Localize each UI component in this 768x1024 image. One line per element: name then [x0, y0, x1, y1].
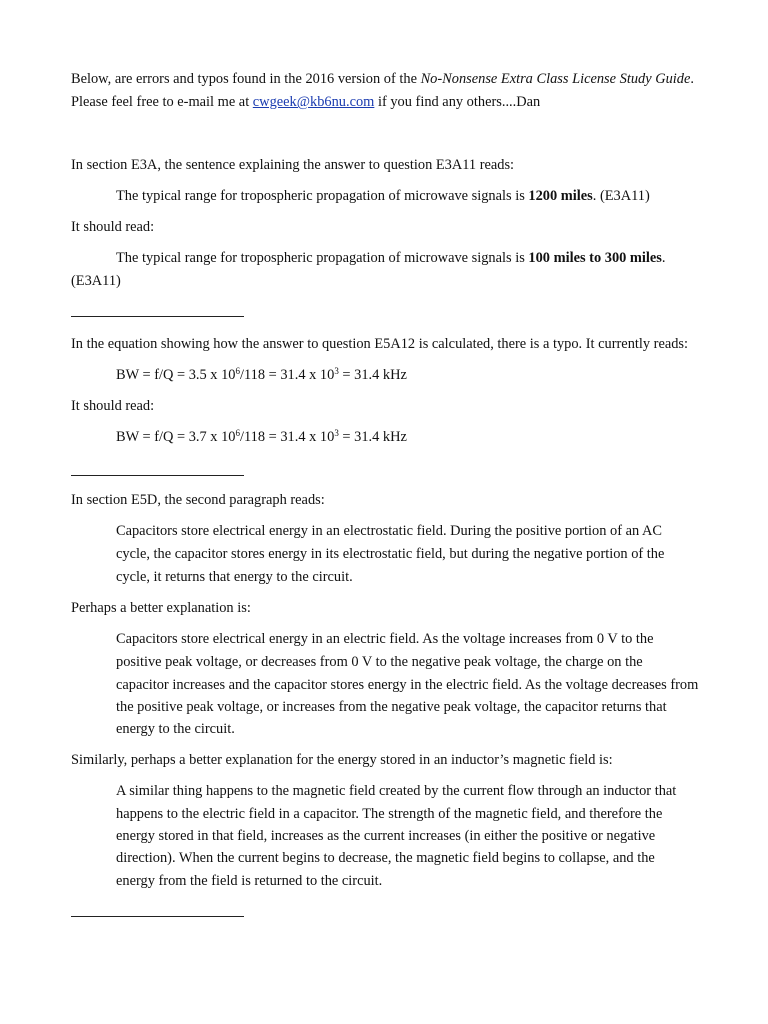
e5d-inductor-line: A similar thing happens to the magnetic field created by the current flow through an inductor that: [116, 783, 677, 799]
e5d-better-intro: Perhaps a better explanation is:: [71, 600, 251, 616]
e3a-fixed-ref: (E3A11): [71, 273, 121, 289]
e5a12-current-equation: [116, 366, 407, 384]
email-link[interactable]: cwgeek@kb6nu.com: [252, 94, 375, 110]
text: BW = f/Q = 3.5 x 10: [116, 367, 236, 383]
e5d-better-line: capacitor increases and the capacitor stores energy in the electric field. As the voltage decreases from: [116, 677, 699, 693]
e5d-current-line: Capacitors store electrical energy in an electrostatic field. During the positive portion of an AC: [116, 523, 663, 539]
text: /118 = 31.4 x 10: [240, 429, 335, 445]
text: The typical range for tropospheric propagation of microwave signals is: [116, 250, 529, 266]
text: BW = f/Q = 3.7 x 10: [116, 429, 236, 445]
e5d-intro: In section E5D, the second paragraph reads:: [71, 492, 325, 508]
section-divider: [71, 916, 244, 917]
intro-line-2: [71, 93, 540, 111]
intro-line-1: [71, 70, 694, 88]
e5a12-should-read: It should read:: [71, 398, 155, 414]
e5a12-fixed-equation: [116, 428, 407, 446]
e5d-current-line: cycle, it returns that energy to the circuit.: [116, 569, 353, 585]
intro-text: if you find any others....Dan: [374, 94, 541, 110]
intro-punct: .: [690, 71, 694, 87]
e3a-intro: In section E3A, the sentence explaining the answer to question E3A11 reads:: [71, 157, 515, 173]
e3a-current-text: [116, 187, 650, 205]
e5d-inductor-intro: Similarly, perhaps a better explanation for the energy stored in an inductor’s magnetic field is:: [71, 752, 613, 768]
text: . (E3A11): [592, 188, 650, 204]
guide-title: No-Nonsense Extra Class License Study Guide: [420, 71, 691, 87]
exponent: 6: [235, 428, 240, 438]
section-divider: [71, 475, 244, 476]
section-divider: [71, 316, 244, 317]
e5a12-intro: In the equation showing how the answer to question E5A12 is calculated, there is a typo. It currently reads:: [71, 336, 689, 352]
e5d-current-line: cycle, the capacitor stores energy in its electrostatic field, but during the negative portion of the: [116, 546, 665, 562]
text: The typical range for tropospheric propagation of microwave signals is: [116, 188, 529, 204]
e5d-inductor-line: energy stored in that field, increases as the current increases (in either the positive or negative: [116, 828, 656, 844]
text: = 31.4 kHz: [338, 367, 407, 383]
e3a-fixed-text: [116, 249, 666, 267]
text: /118 = 31.4 x 10: [240, 367, 335, 383]
e5d-inductor-line: direction). When the current begins to decrease, the magnetic field begins to collapse, and the: [116, 850, 655, 866]
bold-value: 1200 miles: [528, 188, 593, 204]
text: = 31.4 kHz: [338, 429, 407, 445]
e5d-better-line: positive peak voltage, or decreases from 0 V to the negative peak voltage, the charge on the: [116, 654, 643, 670]
intro-text: Below, are errors and typos found in the 2016 version of the: [71, 71, 421, 87]
exponent: 6: [235, 366, 240, 376]
exponent: 3: [334, 428, 339, 438]
text: .: [661, 250, 666, 266]
intro-text: Please feel free to e-mail me at: [71, 94, 253, 110]
exponent: 3: [334, 366, 339, 376]
e5d-better-line: energy to the circuit.: [116, 721, 235, 737]
e3a-should-read: It should read:: [71, 219, 155, 235]
e5d-better-line: Capacitors store electrical energy in an electric field. As the voltage increases from 0 V to the: [116, 631, 654, 647]
e5d-inductor-line: energy from the field is returned to the circuit.: [116, 873, 383, 889]
e5d-better-line: the positive peak voltage, or increases from the negative peak voltage, the capacitor returns that: [116, 699, 667, 715]
e5d-inductor-line: happens to the electric field in a capacitor. The strength of the magnetic field, and therefore the: [116, 806, 663, 822]
bold-value: 100 miles to 300 miles: [528, 250, 662, 266]
